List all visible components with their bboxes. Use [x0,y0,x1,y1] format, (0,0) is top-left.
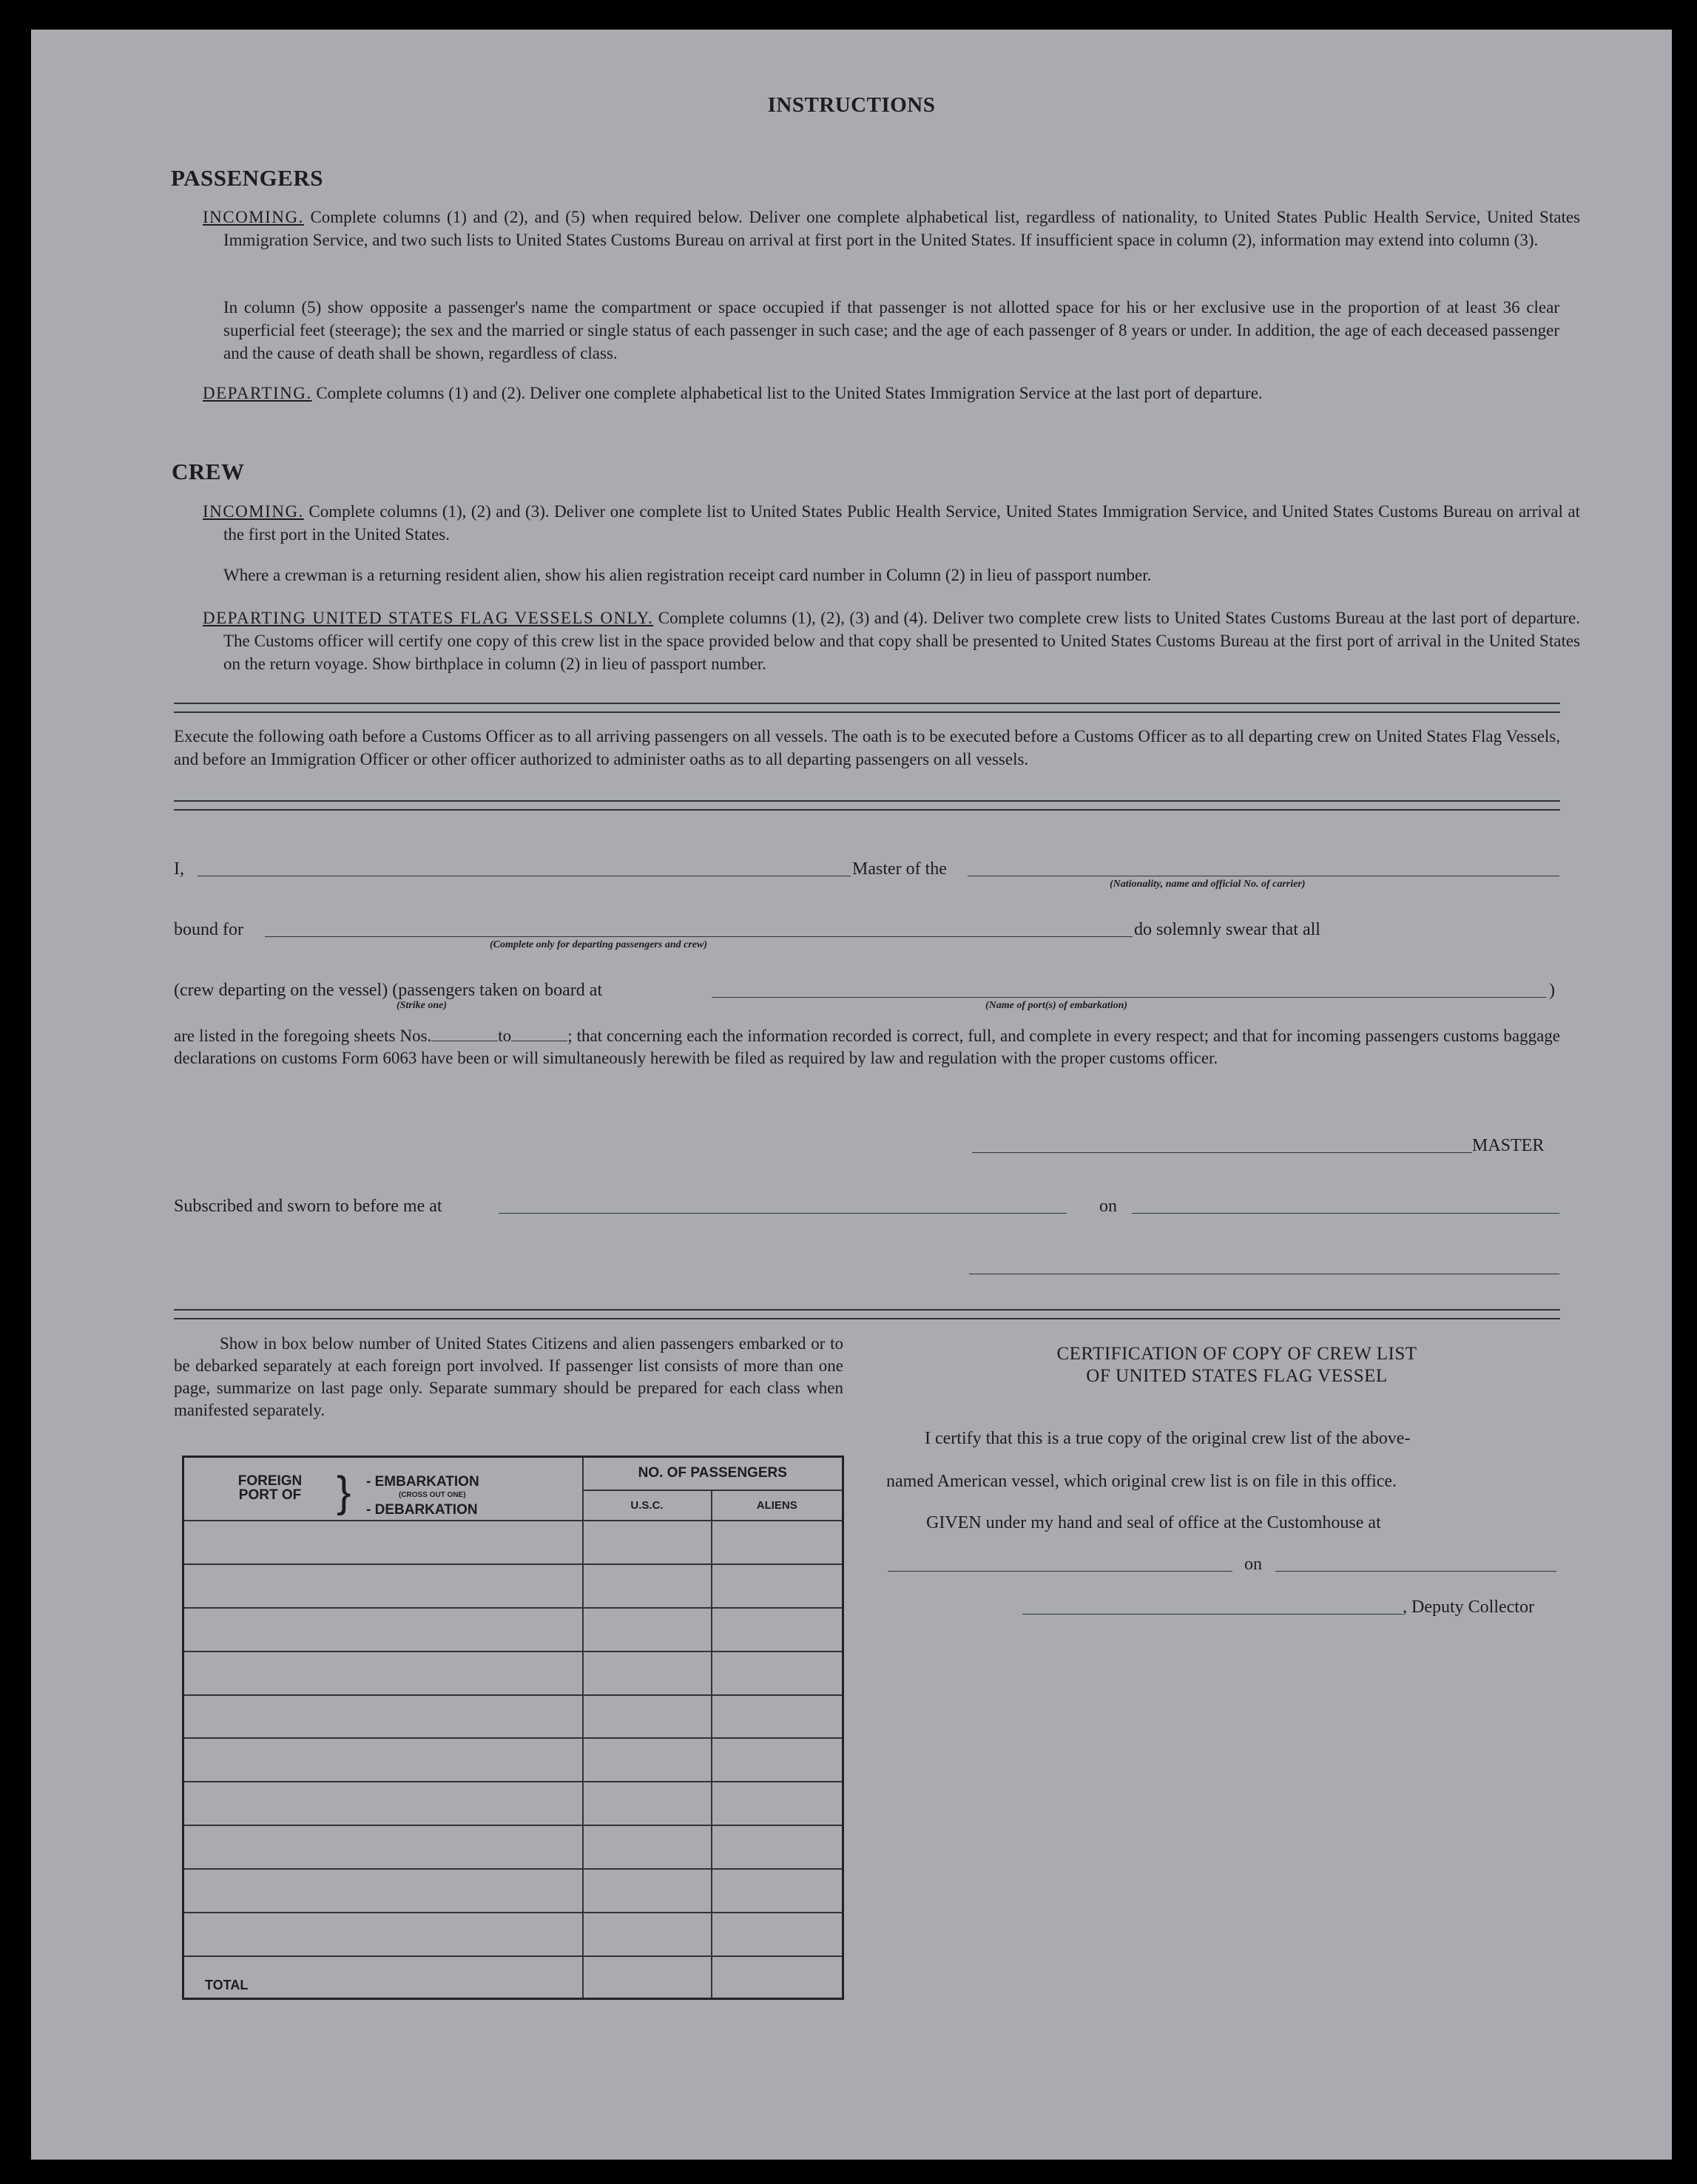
port-cell[interactable] [183,1825,583,1869]
usc-cell[interactable] [583,1825,712,1869]
usc-cell[interactable] [583,1695,712,1739]
passengers-column5-paragraph: In column (5) show opposite a passenger's name the compartment or space occupied if that passenger is not allotted space for his or her exclusive use in the proportion of at least 36 clear superficial feet (steerage); the sex and the married or single status of each passenger in such case; and the age of each passenger of 8 years or under. In addition, the age of each deceased passenger and the cause of death shall be shown, regardless of class. [223,298,1559,362]
form-sheet [31,30,1672,2160]
passengers-departing-text: Complete columns (1) and (2). Deliver one complete alphabetical list to the United States Immigration Service at the last port of departure. [316,384,1263,402]
usc-cell[interactable] [583,1651,712,1695]
given-line: GIVEN under my hand and seal of office at the Customhouse at [926,1513,1381,1532]
table-row [183,1782,843,1825]
strike-caption: (Strike one) [397,1000,448,1011]
port-cell[interactable] [183,1651,583,1695]
aliens-header: ALIENS [712,1490,843,1521]
aliens-cell[interactable] [712,1869,843,1913]
usc-cell[interactable] [583,1738,712,1782]
aliens-cell[interactable] [712,1695,843,1739]
port-cell[interactable] [183,1564,583,1608]
port-cell[interactable] [183,1521,583,1564]
crew-departing-paragraph [203,606,1580,675]
aliens-cell[interactable] [712,1782,843,1825]
bound-for-label: bound for [174,920,243,939]
listed-prefix: are listed in the foregoing sheets Nos. [174,1027,432,1045]
master-label: MASTER [1472,1136,1545,1155]
port-cell[interactable] [183,1782,583,1825]
aliens-cell[interactable] [712,1564,843,1608]
port-cell[interactable] [183,1869,583,1913]
sworn-date-field[interactable] [1132,1213,1559,1214]
deputy-label: , Deputy Collector [1403,1598,1534,1617]
passenger-summary-table [182,1456,844,2000]
passengers-incoming-lead: INCOMING. [203,208,304,226]
aliens-cell[interactable] [712,1521,843,1564]
passengers-incoming-paragraph [203,206,1580,251]
table-row [183,1564,843,1608]
certification-title-line2: OF UNITED STATES FLAG VESSEL [1086,1366,1388,1386]
double-divider [174,800,1560,811]
oath-intro: Execute the following oath before a Customs Officer as to all arriving passengers on all vessels. The oath is to be executed before a Customs Officer as to all departing crew on United States Flag Vessels, and before an Immigration Officer or other officer authorized to administer oaths as to all departing passengers on all vessels. [174,727,1560,768]
aliens-cell[interactable] [712,1608,843,1651]
debarkation-label: - DEBARKATION [366,1502,478,1518]
crew-departing-text: Complete columns (1), (2), (3) and (4). Deliver two complete crew lists to United States Customs Bureau at the last port of departure. The Customs officer will certify one copy of this crew list in the space provided below and that copy shall be presented to United States Customs Bureau at the first port of arrival in the United States on the return voyage. Show birthplace in column (2) in lieu of passport number. [223,609,1581,673]
table-row [183,1608,843,1651]
sworn-on-label: on [1099,1197,1117,1216]
table-row [183,1521,843,1564]
sheet-from-field[interactable] [431,1026,498,1041]
certification-date-field[interactable] [1275,1571,1556,1572]
page-title: INSTRUCTIONS [767,93,936,117]
passengers-heading: PASSENGERS [171,165,323,191]
total-label: TOTAL [183,1956,583,1999]
foreign-port-label: FOREIGN PORT OF [237,1473,303,1503]
port-header-cell [183,1457,583,1521]
no-of-passengers-header: NO. OF PASSENGERS [583,1457,843,1490]
certify-line2: named American vessel, which original crew list is on file in this office. [886,1472,1397,1491]
table-row [183,1695,843,1739]
aliens-cell[interactable] [712,1738,843,1782]
usc-cell[interactable] [583,1564,712,1608]
usc-cell[interactable] [583,1608,712,1651]
bound-for-field[interactable] [265,936,1160,937]
certification-title-line1: CERTIFICATION OF COPY OF CREW LIST [1056,1344,1417,1364]
bound-for-caption: (Complete only for departing passengers and crew) [490,939,707,950]
table-row [183,1869,843,1913]
table-row [183,1913,843,1956]
usc-cell[interactable] [583,1782,712,1825]
listed-rest: ; that concerning each the information recorded is correct, full, and complete in every respect; and that for incoming passengers customs baggage declarations on customs Form 6063 have been or will simultaneously herewith be filed as required by law and regulation with the proper customs officer. [174,1027,1560,1067]
listed-paragraph [174,1025,1560,1069]
crew-incoming-lead: INCOMING. [203,502,304,521]
crew-departing-lead: DEPARTING UNITED STATES FLAG VESSELS ONLY. [203,609,654,627]
crew-resident-paragraph: Where a crewman is a returning resident alien, show his alien registration receipt card number in Column (2) in lieu of passport number. [223,566,1152,584]
customhouse-field[interactable] [888,1571,1232,1572]
passengers-incoming-text: Complete columns (1) and (2), and (5) when required below. Deliver one complete alphabetical list, regardless of nationality, to United States Public Health Service, United States Immigration Service, and two such lists to United States Customs Bureau on arrival at first port in the United States. If insufficient space in column (2), information may extend into column (3). [223,208,1580,249]
port-cell[interactable] [183,1608,583,1651]
summary-instructions: Show in box below number of United States Citizens and alien passengers embarked or to be debarked separately at each foreign port involved. If passenger list consists of more than one page, summarize on last page only. Separate summary should be prepared for each class when manifested separately. [174,1334,843,1419]
master-signature-field[interactable] [972,1152,1472,1153]
carrier-caption: (Nationality, name and official No. of carrier) [1110,879,1306,890]
passengers-departing-lead: DEPARTING. [203,384,312,402]
certification-title [882,1343,1592,1387]
double-divider [174,1309,1560,1319]
table-row [183,1738,843,1782]
embarkation-label: - EMBARKATION [366,1474,479,1490]
crew-incoming-paragraph [203,500,1580,546]
i-label: I, [174,859,184,879]
table-row [183,1651,843,1695]
double-divider [174,703,1560,713]
aliens-cell[interactable] [712,1651,843,1695]
certification-on-label: on [1244,1555,1262,1574]
usc-header: U.S.C. [583,1490,712,1521]
close-paren: ) [1549,981,1555,1000]
usc-cell[interactable] [583,1869,712,1913]
usc-cell[interactable] [583,1521,712,1564]
master-of-label: Master of the [852,859,947,879]
table-row [183,1825,843,1869]
crew-passengers-label: (crew departing on the vessel) (passengers taken on board at [174,981,603,1000]
certify-line1: I certify that this is a true copy of the original crew list of the above- [925,1429,1411,1448]
subscribed-label: Subscribed and sworn to before me at [174,1197,442,1216]
port-cell[interactable] [183,1738,583,1782]
aliens-cell[interactable] [712,1913,843,1956]
cross-out-label: (CROSS OUT ONE) [399,1491,466,1499]
ports-caption: (Name of port(s) of embarkation) [985,1000,1128,1011]
usc-cell[interactable] [583,1913,712,1956]
listed-to: to [498,1027,512,1045]
brace-icon: } [337,1468,351,1516]
total-aliens-cell[interactable] [712,1956,843,1999]
sworn-place-field[interactable] [499,1213,1067,1214]
aliens-cell[interactable] [712,1825,843,1869]
passengers-departing-paragraph [203,382,1580,405]
port-cell[interactable] [183,1913,583,1956]
port-cell[interactable] [183,1695,583,1739]
deputy-signature-field[interactable] [1022,1614,1403,1615]
crew-incoming-text: Complete columns (1), (2) and (3). Deliver one complete list to United States Public Health Service, United States Immigration Service, and United States Customs Bureau on arrival at the first port in the United States. [223,502,1580,544]
crew-heading: CREW [172,459,245,484]
swear-label: do solemnly swear that all [1134,920,1320,939]
sheet-to-field[interactable] [511,1026,567,1041]
total-usc-cell[interactable] [583,1956,712,1999]
embarkation-ports-field[interactable] [712,997,1546,998]
